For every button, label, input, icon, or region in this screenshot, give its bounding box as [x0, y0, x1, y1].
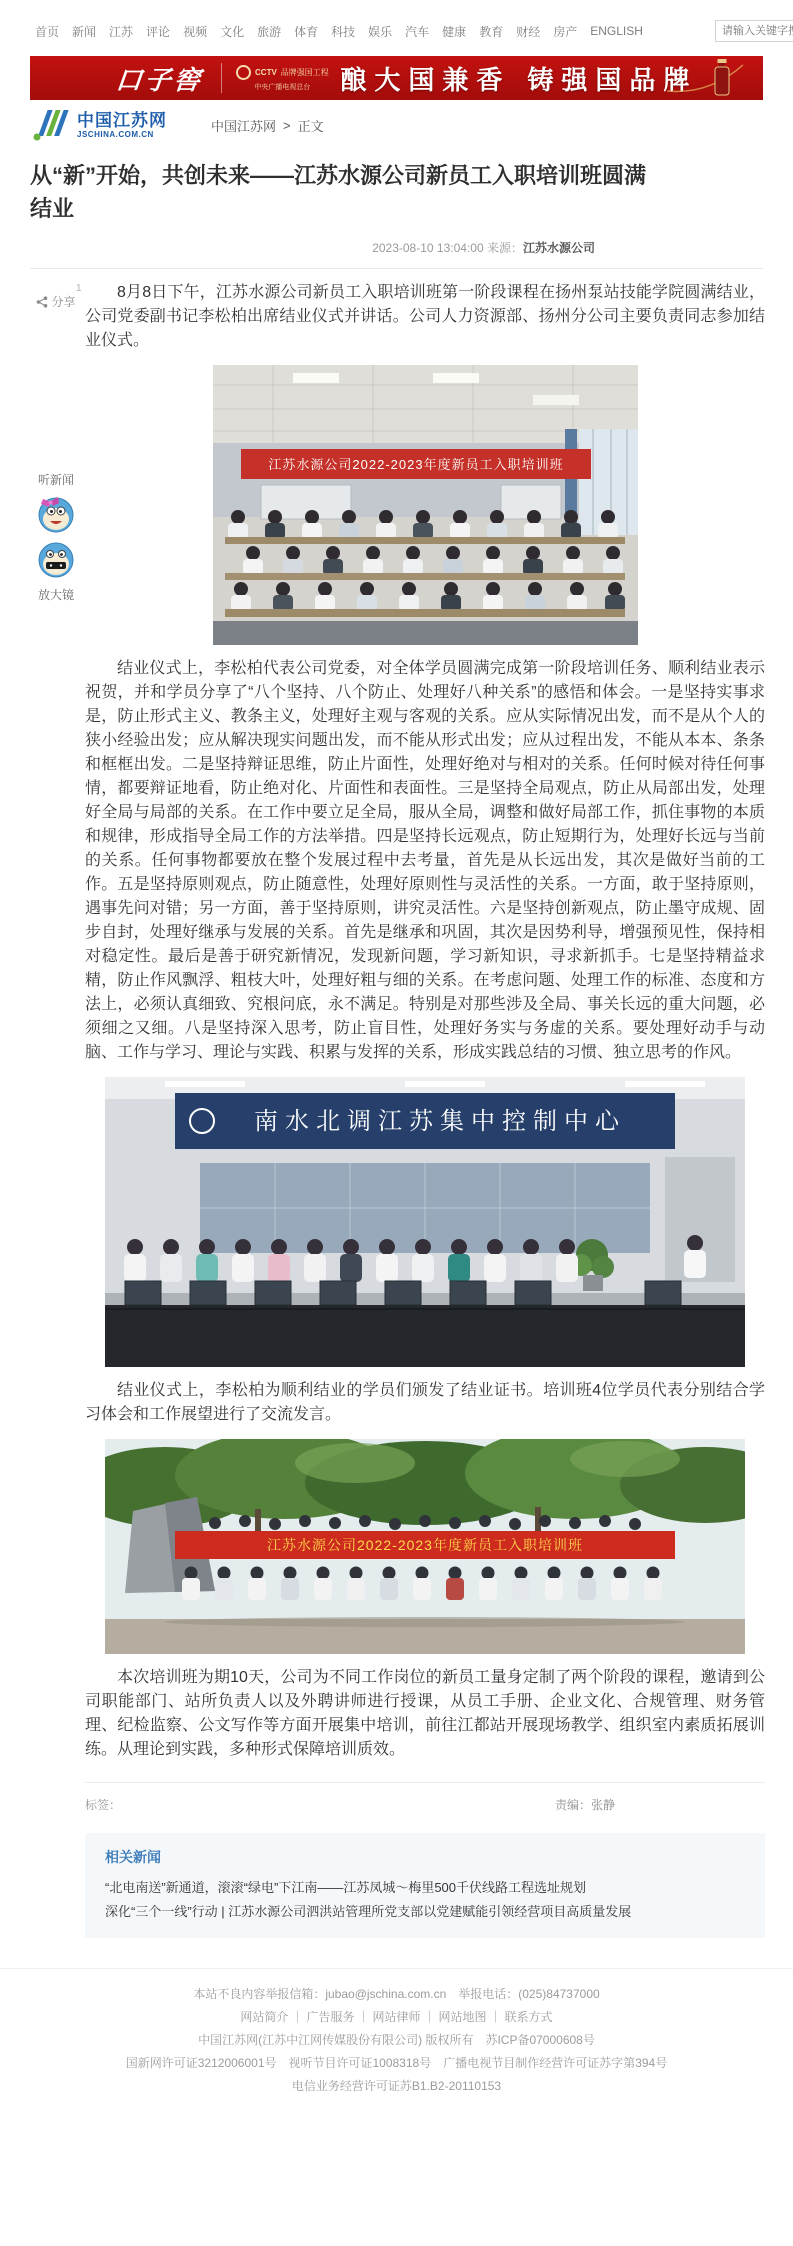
nav-travel[interactable]: 旅游: [257, 24, 282, 39]
footer-link-ads[interactable]: 广告服务: [306, 2010, 355, 2024]
mascot-listen-icon[interactable]: [35, 491, 77, 535]
report-prefix: 本站不良内容举报信箱：: [193, 1987, 326, 2001]
related-news-box: [85, 1833, 765, 1938]
report-line: [0, 1983, 793, 2006]
related-news-link-2[interactable]: 深化“三个一线”行动 | 江苏水源公司泗洪站管理所党支部以党建赋能引领经营项目高质量发展: [105, 1904, 632, 1919]
publish-time: 2023-08-10 13:04:00: [372, 241, 484, 255]
paragraph-2: 结业仪式上，李松柏代表公司党委，对全体学员圆满完成第一阶段培训任务、顺利结业表示祝贺，并和学员分享了“八个坚持、八个防止、处理好八种关系”的感悟和体会。一是坚持实事求是，防止形式主义、教条主义，处理好主观与客观的关系。应从实际情况出发，而不是从个人的狭小经验出发；应从解决现实问题出发，而不能从形式出发；应从过程出发，不能从本本、条条和框框出发。二是坚持辩证思维，防止片面性，处理好绝对与相对的关系。任何时候对待任何事情，都要辩证地看，防止绝对化、片面性和表面性。三是坚持全局观点，防止从局部出发，处理好全局与局部的关系。在工作中要立足全局，服从全局，调整和做好局部工作，抓住事物的本质和规律，形成指导全局工作的方法举措。四是坚持长远观点，防止短期行为，处理好长远与当前的关系。任何事物都要放在整个发展过程中去考量，首先是从长远出发，其次是做好当前的工作。五是坚持原则观点，防止随意性，处理好原则性与灵活性的关系。一方面，敢于坚持原则，遇事先问对错；另一方面，善于坚持原则，讲究灵活性。六是坚持创新观点，防止墨守成规、固步自封，处理好继承与发展的关系。首先是继承和巩固，其次是因势利导，增强预见性，保持相对稳定性。最后是善于研究新情况，发现新问题，学习新知识，寻求新抓手。七是坚持精益求精，防止作风飘浮、粗枝大叶，处理好粗与细的关系。在考虑问题、处理工作的标准、态度和方法上，必须认真细致、究根问底，永不满足。特别是对那些涉及全局、事关长远的重大问题，必须细之又细。八是坚持深入思考，防止盲目性，处理好务实与务虚的关系。要处理好动手与动脑、工作与学习、理论与实践、积累与发挥的关系，形成实践总结的习惯、独立思考的作风。: [85, 660, 765, 1061]
footer-separator: ｜: [357, 2010, 370, 2024]
site-name: 中国江苏网: [77, 110, 167, 130]
nav-auto[interactable]: 汽车: [405, 24, 430, 39]
share-widget[interactable]: [36, 283, 82, 310]
magnifier-label: 放大镜: [37, 587, 74, 602]
nav-tech[interactable]: 科技: [331, 24, 356, 39]
footer-link-contact[interactable]: 联系方式: [504, 2010, 553, 2024]
nav-entertainment[interactable]: 娱乐: [368, 24, 393, 39]
photo-group-outdoor: [85, 1439, 765, 1654]
footer-separator: ｜: [489, 2010, 502, 2024]
share-count: 1: [75, 283, 82, 294]
paragraph-3: 结业仪式上，李松柏为顺利结业的学员们颁发了结业证书。培训班4位学员代表分别结合学习体会和工作展望进行了交流发言。: [85, 1382, 765, 1423]
site-footer: [0, 1968, 793, 2138]
article-meta: [30, 239, 763, 269]
related-news-title: 相关新闻: [105, 1849, 161, 1865]
search-input[interactable]: [715, 20, 793, 42]
banner-slogan: 酿大国兼香 铸强国品牌: [340, 65, 698, 96]
nav-jiangsu[interactable]: 江苏: [109, 24, 134, 39]
article-wrap: [30, 281, 765, 1938]
left-tool-rail: [30, 283, 82, 605]
nav-sports[interactable]: 体育: [294, 24, 319, 39]
photo3-banner-text: 江苏水源公司2022-2023年度新员工入职培训班: [267, 1537, 583, 1553]
nav-video[interactable]: 视频: [183, 24, 208, 39]
photo-group-outdoor-image: [105, 1439, 745, 1654]
tags-label: 标签：: [85, 1798, 122, 1812]
site-header: [0, 100, 793, 145]
listen-news-label: 听新闻: [37, 472, 74, 487]
cctv-program: 品牌强国工程: [280, 67, 329, 77]
nav-english[interactable]: ENGLISH: [590, 24, 643, 38]
photo-classroom: [85, 365, 765, 645]
article-title: 从“新”开始，共创未来——江苏水源公司新员工入职培训班圆满结业: [30, 163, 647, 221]
share-label: 分享: [51, 295, 76, 309]
nav-education[interactable]: 教育: [479, 24, 504, 39]
article-content: [85, 281, 765, 1938]
breadcrumb-current: 正文: [297, 118, 324, 134]
ad-banner[interactable]: [30, 56, 763, 100]
footer-links-row: [0, 2006, 793, 2029]
wine-bottle-graphic: [667, 59, 745, 99]
nav-news[interactable]: 新闻: [72, 24, 97, 39]
nav-finance[interactable]: 财经: [516, 24, 541, 39]
tag-editor-row: [85, 1782, 765, 1821]
breadcrumb-separator: >: [283, 117, 291, 133]
report-email-link[interactable]: jubao@jschina.com.cn: [325, 1987, 447, 2001]
paragraph-4: 本次培训班为期10天，公司为不同工作岗位的新员工量身定制了两个阶段的课程，邀请到公司职能部门、站所负责人以及外聘讲师进行授课，从员工手册、企业文化、合规管理、财务管理、纪检监察、公文写作等方面开展集中培训，前往江都站开展现场教学、组织室内素质拓展训练。从理论到实践，多种形式保障培训质效。: [85, 1669, 765, 1758]
footer-link-about[interactable]: 网站简介: [240, 2010, 289, 2024]
paragraph-1: 8月8日下午，江苏水源公司新员工入职培训班第一阶段课程在扬州泵站技能学院圆满结业，公司党委副书记李松柏出席结业仪式并讲话。公司人力资源部、扬州分公司主要负责同志参加结业仪式。: [85, 284, 765, 349]
photo-classroom-image: [213, 365, 638, 645]
top-navigation: [0, 0, 793, 52]
footer-telecom-license: 电信业务经营许可证苏B1.B2-20110153: [291, 2079, 502, 2093]
share-icon: [36, 296, 48, 308]
editor-credit: 责编：张静: [554, 1798, 615, 1812]
footer-link-lawyer[interactable]: 网站律师: [372, 2010, 421, 2024]
footer-separator: ｜: [423, 2010, 436, 2024]
mascot-magnifier-icon[interactable]: [35, 538, 77, 582]
nav-realestate[interactable]: 房产: [553, 24, 578, 39]
cctv-org: 中央广播电视总台: [254, 83, 311, 91]
cctv-logo-icon: [236, 65, 251, 80]
source-label: 来源：: [486, 241, 523, 255]
report-phone: 举报电话：(025)84737000: [446, 1987, 600, 2001]
jschina-logo-icon[interactable]: [30, 109, 70, 141]
site-logo-text[interactable]: [77, 112, 167, 139]
kouzijiao-logo: 口子窖: [114, 65, 205, 96]
nav-health[interactable]: 健康: [442, 24, 467, 39]
photo-control-center: [85, 1077, 765, 1367]
photo-control-center-image: [105, 1077, 745, 1367]
nav-comment[interactable]: 评论: [146, 24, 171, 39]
site-domain: JSCHINA.COM.CN: [77, 129, 154, 139]
breadcrumb: [211, 116, 324, 135]
photo2-sign-text: 南水北调江苏集中控制中心: [254, 1108, 626, 1135]
cctv-badge: [236, 65, 329, 92]
source-name: 江苏水源公司: [522, 241, 595, 255]
banner-divider: [221, 63, 222, 93]
footer-separator: ｜: [291, 2010, 304, 2024]
nav-home[interactable]: 首页: [35, 24, 60, 39]
cctv-name: CCTV: [255, 67, 277, 77]
related-news-link-1[interactable]: “北电南送”新通道，滚滚“绿电”下江南——江苏凤城～梅里500千伏线路工程选址规划: [105, 1880, 587, 1895]
footer-licenses: 国新网许可证3212006001号 视听节目许可证1008318号 广播电视节目制作经营许可证苏字第394号: [125, 2056, 668, 2070]
photo1-banner-text: 江苏水源公司2022-2023年度新员工入职培训班: [267, 457, 564, 472]
footer-copyright: 中国江苏网(江苏中江网传媒股份有限公司) 版权所有 苏ICP备07000608号: [198, 2033, 595, 2047]
breadcrumb-home-link[interactable]: 中国江苏网: [211, 118, 277, 134]
nav-culture[interactable]: 文化: [220, 24, 245, 39]
footer-link-sitemap[interactable]: 网站地图: [438, 2010, 487, 2024]
